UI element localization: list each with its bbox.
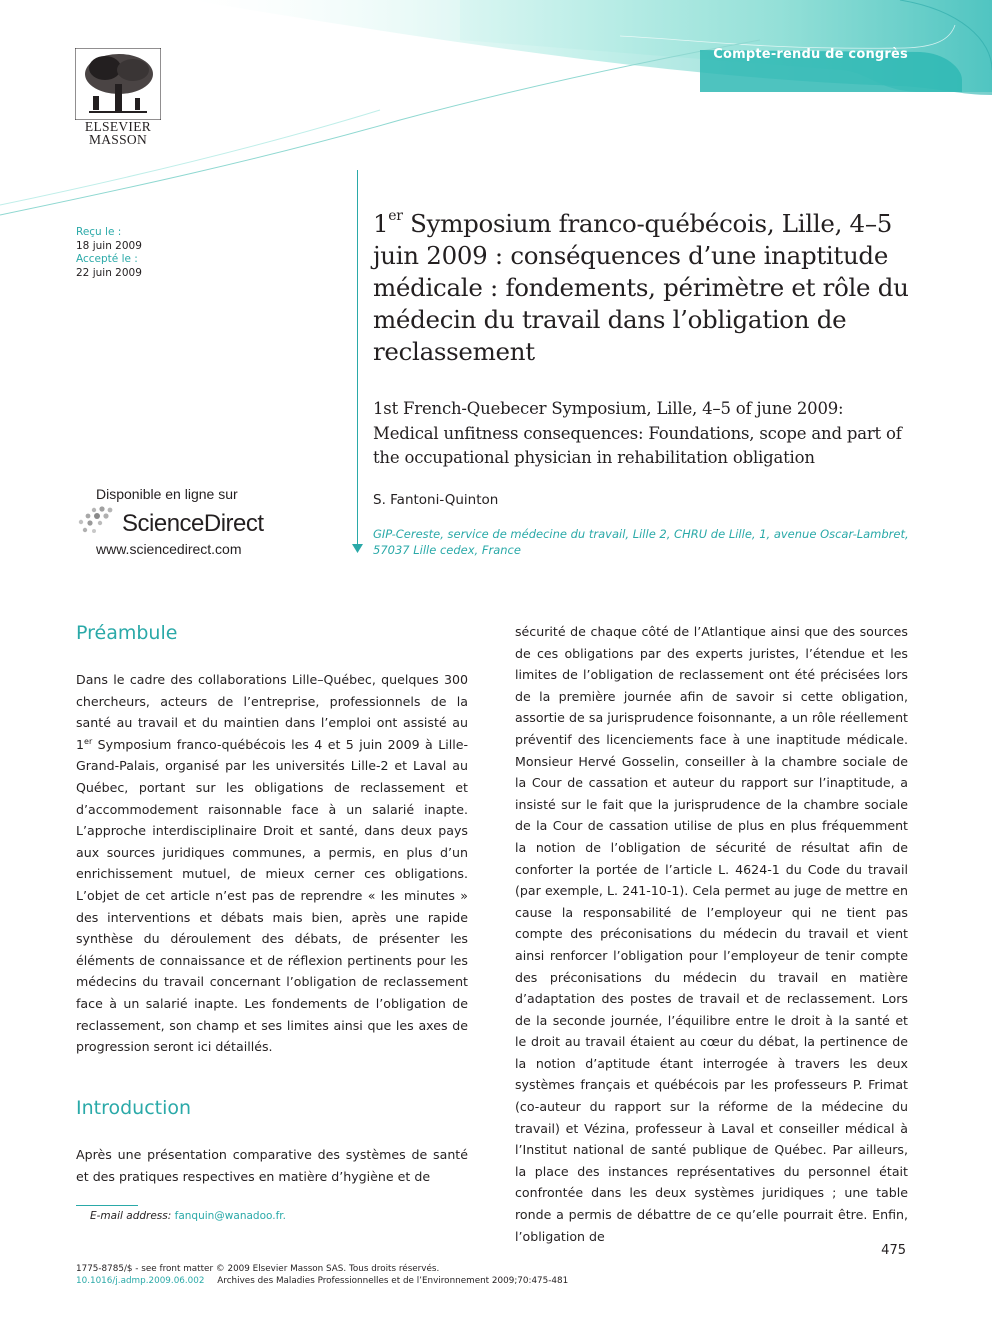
issn-line: 1775-8785/$ - see front matter © 2009 Elsevier Masson SAS. Tous droits réservés. [76,1264,440,1274]
preambule-sup: er [84,736,93,746]
received-value: 18 juin 2009 [76,239,142,252]
introduction-paragraph [76,1144,468,1187]
journal-reference: Archives des Maladies Professionnelles et de l’Environnement 2009;70:475-481 [217,1276,569,1286]
sciencedirect-name[interactable]: ScienceDirect [122,510,264,537]
arrow-down-icon [352,544,363,554]
logo-line-masson: MASSON [88,132,148,147]
preambule-paragraph [76,669,468,1058]
footnote-label: E-mail address: [90,1210,172,1222]
right-column-text: sécurité de chaque côté de l’Atlantique ainsi que des sources de ces obligations par des experts juristes, l’étendue et les limites de l’obligation de reclassement ont été précisées lors de la première journée afin de savoir si cette obligation, assortie de sa jurisprudence foisonnante, a un rôle réellement préventif des licenciements face à une inaptitude médicale. Monsieur Hervé Gosselin, conseiller à la chambre sociale de la Cour de cassation et auteur du rapport sur l’inaptitude, a insisté sur le fait que la jurisprudence de la chambre sociale de la Cour de cassation utilise de plus en plus fréquemment la notion de l’obligation de sécurité de résultat afin de conforter la portée de l’article L. 4624-1 du Code du travail (par exemple, L. 241-10-1). Cela permet au juge de mettre en cause la responsabilité de l’employeur qui ne tient pas compte des préconisations du médecin du travail et vient ainsi renforcer l’obligation pour l’employeur de tenir compte des préconisations du médecin du travail en matière d’adaptation des postes de travail et de reclassement. Lors de la seconde journée, l’équilibre entre le droit à la santé et le droit au travail étaient au cœur du débat, la pertinence de la notion d’aptitude étant interrogée à travers les deux systèmes français et québécois par les professeurs P. Frimat (co-auteur du rapport sur la réforme de la médecine du travail) et Vézina, professeur à Laval et conseiller médical à l’Institut national de santé publique de Québec. Par ailleurs, la place des instances représentatives du personnel était confrontée dans les deux systèmes juridiques ; une table ronde a permis de débattre de ce qu’elle pourrait être. Enfin, l’obligation de [515,624,908,1244]
title-prefix: 1 [373,209,389,238]
publisher-logo [70,48,166,146]
title-sup: er [388,207,403,224]
heading-introduction: Introduction [76,1097,192,1119]
title-rest: Symposium franco-québécois, Lille, 4–5 juin 2009 : conséquences d’une inaptitude médicale : fondements, périmètre et rôle du médecin du travail dans l’obligation de reclassement [373,209,909,366]
elsevier-tree-icon [75,48,161,120]
article-dates [76,226,142,280]
accepted-label: Accepté le : [76,253,138,265]
page-number: 475 [881,1243,906,1258]
introduction-text: Après une présentation comparative des systèmes de santé et des pratiques respectives en matière d’hygiène et de [76,1147,468,1184]
footnote-rule [76,1205,138,1206]
accepted-value: 22 juin 2009 [76,266,142,279]
available-online-text: Disponible en ligne sur [96,486,238,502]
article-title [373,208,913,368]
section-label: Compte-rendu de congrès [713,47,908,62]
vertical-divider [357,170,358,548]
received-label: Reçu le : [76,226,122,238]
doi-line [76,1276,568,1286]
article-author: S. Fantoni-Quinton [373,492,499,508]
footnote-email[interactable]: fanquin@wanadoo.fr. [174,1210,286,1222]
article-subtitle: 1st French-Quebecer Symposium, Lille, 4–5 of june 2009: Medical unfitness consequences: Foundations, scope and part of the occupational physician in rehabilitation obligation [373,399,902,467]
preambule-text-a: Dans le cadre des collaborations Lille–Québec, quelques 300 chercheurs, acteurs de l’entreprise, professionnels de la santé au travail et du maintien dans l’emploi ont assisté au 1 [76,672,468,752]
footnote [90,1210,286,1222]
sciencedirect-url[interactable]: www.sciencedirect.com [96,541,242,557]
author-affiliation: GIP-Cereste, service de médecine du travail, Lille 2, CHRU de Lille, 1, avenue Oscar-Lambret, 57037 Lille cedex, France [373,527,909,557]
preambule-text-b: Symposium franco-québécois les 4 et 5 juin 2009 à Lille-Grand-Palais, organisé par les universités Lille-2 et Laval au Québec, portant sur les obligations de reclassement et d’accommodement raisonnable face à un salarié inapte. L’approche interdisciplinaire Droit et santé, dans deux pays aux sources juridiques communes, a permis, en plus d’un enrichissement mutuel, de mieux cerner ces obligations. L’objet de cet article n’est pas de reprendre « les minutes » des interventions et débats mais bien, après une rapide synthèse du déroulement des débats, de présenter les éléments de connaissance et de réflexion pertinents pour les médecins du travail concernant l’obligation de reclassement face à un salarié inapte. Les fondements de l’obligation de reclassement, son champ et ses limites ainsi que les axes de progression seront ici détaillés. [76,736,468,1055]
heading-preambule: Préambule [76,622,178,644]
logo-line-elsevier: ELSEVIER [84,119,152,134]
right-column-paragraph [515,621,908,1247]
doi-link[interactable]: 10.1016/j.admp.2009.06.002 [76,1276,205,1286]
